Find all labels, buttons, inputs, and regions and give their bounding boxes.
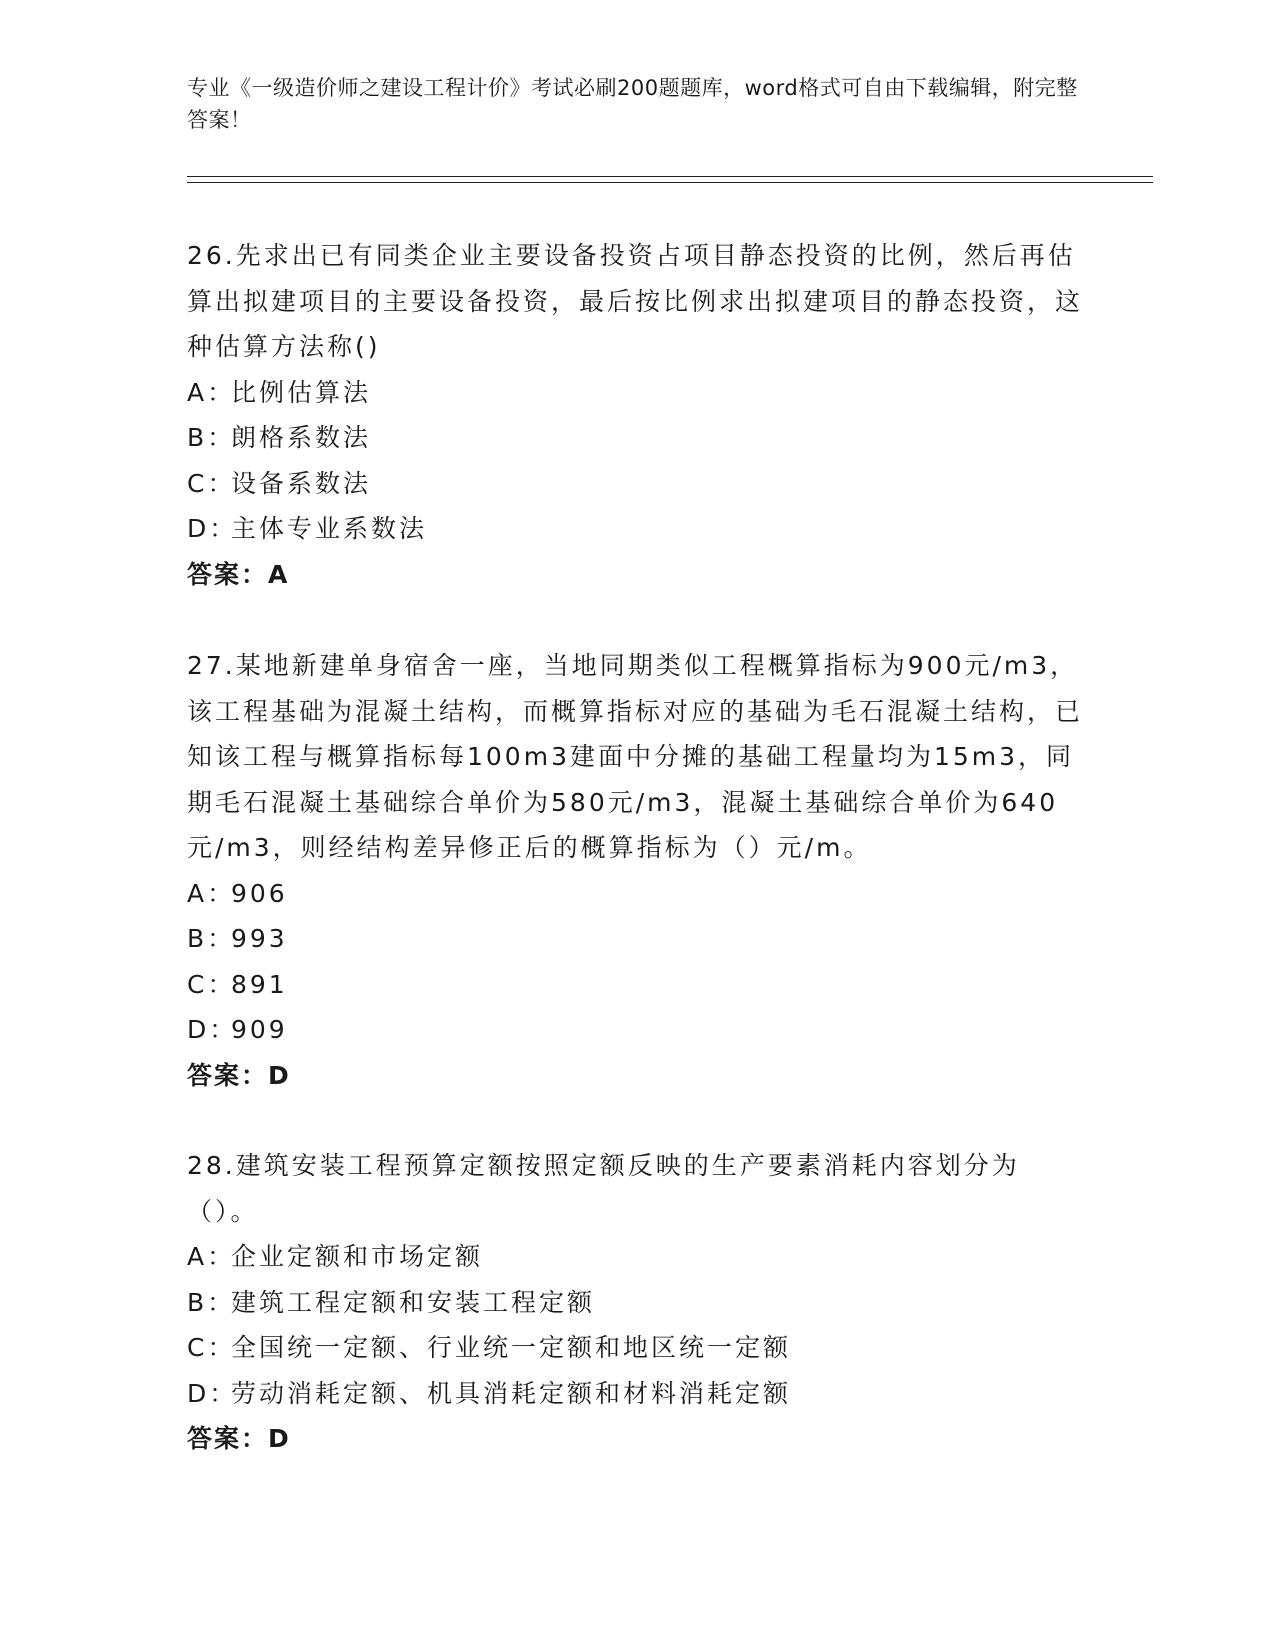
question-28 xyxy=(187,1143,1087,1462)
question-text: 26.先求出已有同类企业主要设备投资占项目静态投资的比例，然后再估算出拟建项目的主要设备投资，最后按比例求出拟建项目的静态投资，这种估算方法称() xyxy=(187,241,1084,361)
option-key: D： xyxy=(187,1378,238,1408)
option-a xyxy=(187,1234,1087,1280)
option-text: 建筑工程定额和安装工程定额 xyxy=(231,1287,596,1317)
option-text: 主体专业系数法 xyxy=(231,514,428,543)
option-key: D： xyxy=(187,514,238,543)
header-text: 专业《一级造价师之建设工程计价》考试必刷200题题库，word格式可自由下载编辑，附完整答案！ xyxy=(187,76,1078,132)
option-b xyxy=(187,415,1087,461)
question-text: 28.建筑安装工程预算定额按照定额反映的生产要素消耗内容划分为（）。 xyxy=(187,1151,1020,1226)
answer-label: 答案：D xyxy=(187,1424,291,1453)
question-26 xyxy=(187,233,1087,597)
question-text: 27.某地新建单身宿舍一座，当地同期类似工程概算指标为900元/m3，该工程基础为混凝土结构，而概算指标对应的基础为毛石混凝土结构，已知该工程与概算指标每100m3建面中分摊的基础工程量均为15m3，同期毛石混凝土基础综合单价为580元/m3，混凝土基础综合单价为640元/m3，则经结构差异修正后的概算指标为（）元/m。 xyxy=(187,651,1084,862)
option-text: 909 xyxy=(231,1015,288,1044)
option-text: 企业定额和市场定额 xyxy=(231,1242,484,1271)
option-text: 906 xyxy=(231,878,288,908)
option-text: 比例估算法 xyxy=(231,377,372,407)
option-key: D： xyxy=(187,1015,238,1044)
option-key: B： xyxy=(187,1287,236,1317)
option-d xyxy=(187,506,1087,552)
option-key: C： xyxy=(187,1333,236,1362)
option-key: A： xyxy=(187,878,236,908)
answer-label: 答案：D xyxy=(187,1060,291,1090)
option-key: C： xyxy=(187,969,236,999)
option-key: B： xyxy=(187,423,236,452)
option-text: 891 xyxy=(231,969,288,999)
document-header xyxy=(187,72,1087,136)
answer-label: 答案：A xyxy=(187,559,290,589)
option-a xyxy=(187,871,1087,917)
option-text: 劳动消耗定额、机具消耗定额和材料消耗定额 xyxy=(231,1378,792,1408)
option-text: 朗格系数法 xyxy=(231,423,372,452)
option-d xyxy=(187,1371,1087,1417)
option-text: 全国统一定额、行业统一定额和地区统一定额 xyxy=(231,1333,792,1362)
option-key: B： xyxy=(187,924,236,953)
option-b xyxy=(187,1280,1087,1326)
option-d xyxy=(187,1007,1087,1053)
option-key: A： xyxy=(187,377,236,407)
option-key: C： xyxy=(187,468,236,498)
option-text: 设备系数法 xyxy=(231,468,372,498)
option-a xyxy=(187,370,1087,416)
question-27 xyxy=(187,643,1087,1098)
option-text: 993 xyxy=(231,924,288,953)
header-divider xyxy=(187,176,1153,183)
option-c xyxy=(187,962,1087,1008)
option-b xyxy=(187,916,1087,962)
option-c xyxy=(187,1325,1087,1371)
option-c xyxy=(187,461,1087,507)
option-key: A： xyxy=(187,1242,236,1271)
